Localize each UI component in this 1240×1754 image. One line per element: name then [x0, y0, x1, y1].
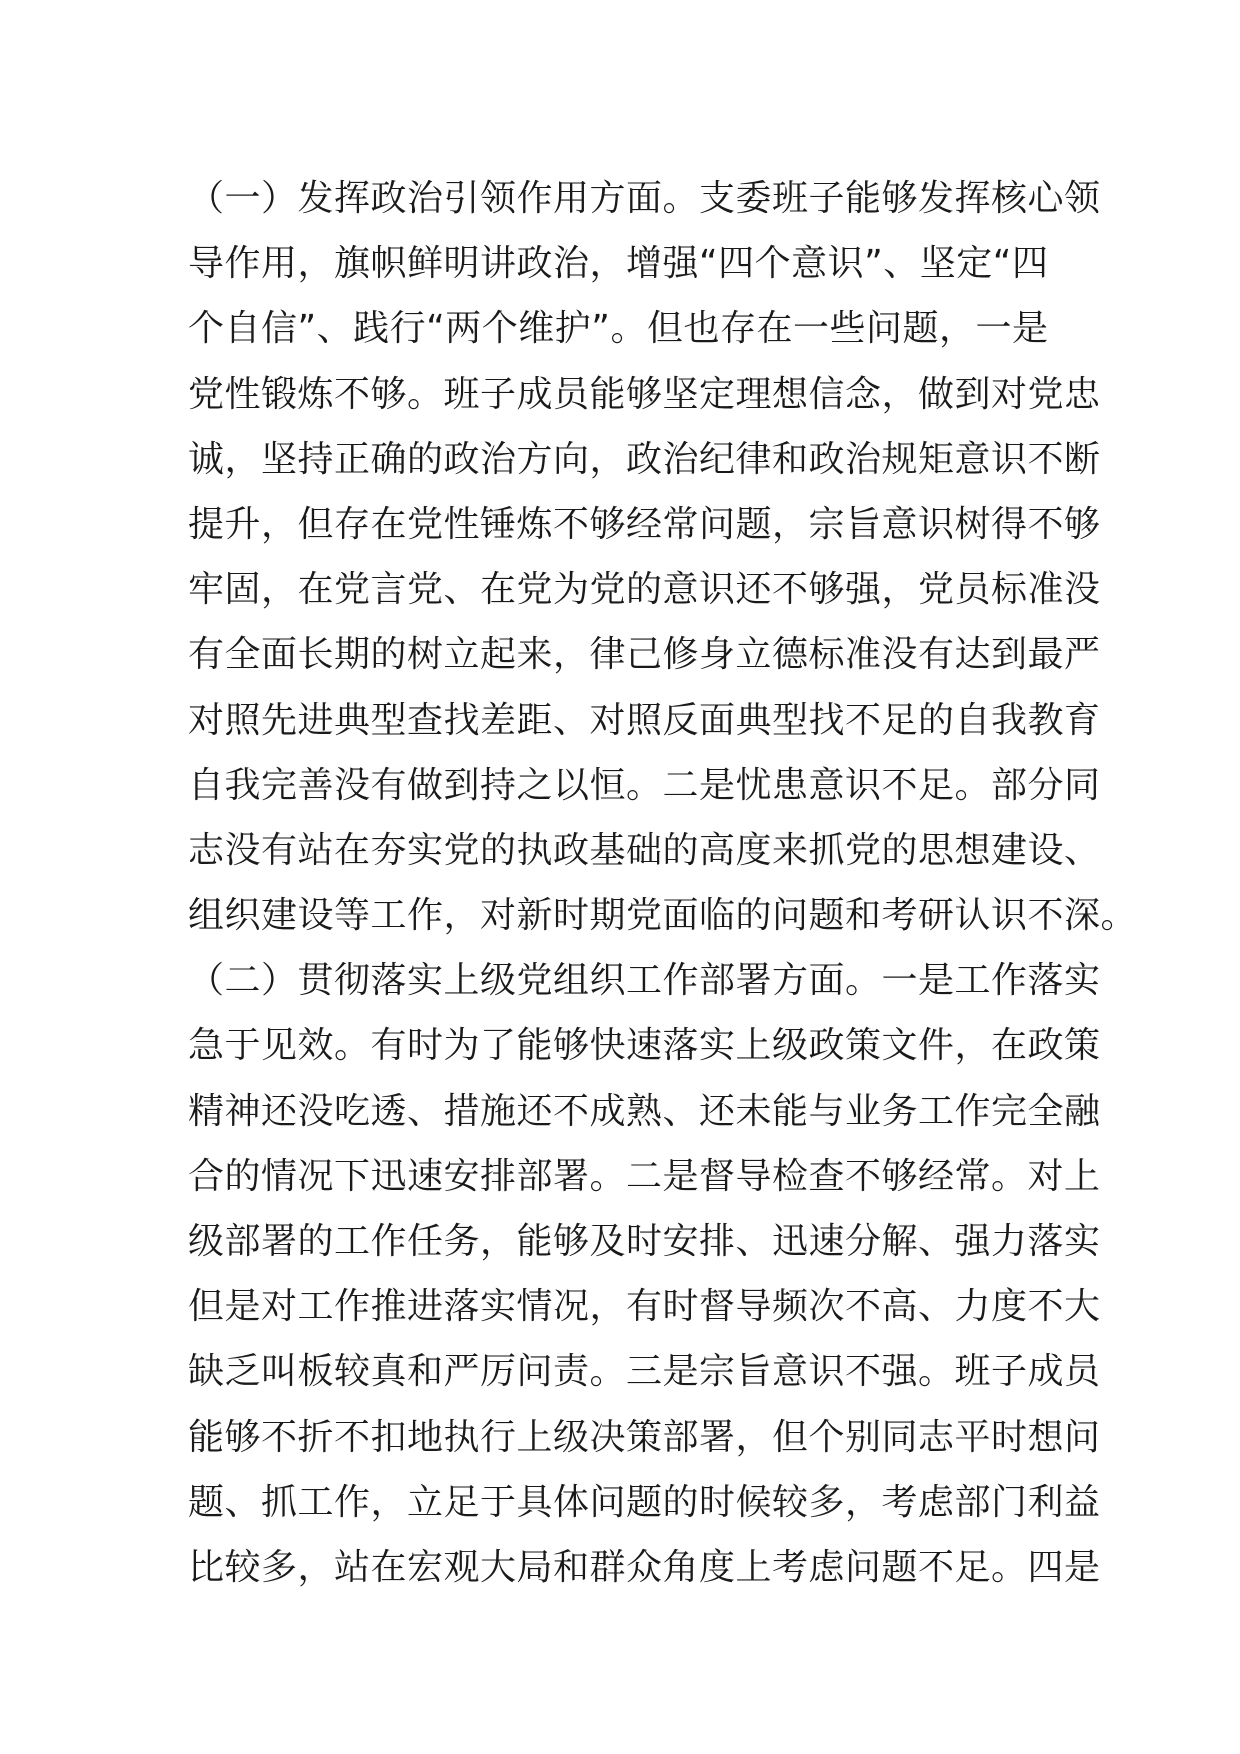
text-line: （二）贯彻落实上级党组织工作部署方面。一是工作落实 — [188, 960, 1101, 1002]
text-line: 精神还没吃透、措施还不成熟、还未能与业务工作完全融 — [188, 1090, 1101, 1132]
text-line: 合的情况下迅速安排部署。二是督导检查不够经常。对上 — [188, 1155, 1101, 1197]
text-line: 对照先进典型查找差距、对照反面典型找不足的自我教育 — [188, 699, 1101, 741]
text-line: 志没有站在夯实党的执政基础的高度来抓党的思想建设、 — [188, 829, 1101, 871]
text-line: 自我完善没有做到持之以恒。二是忧患意识不足。部分同 — [188, 764, 1101, 806]
text-line: 导作用，旗帜鲜明讲政治，增强“四个意识”、坚定“四 — [188, 243, 1049, 285]
text-line: 级部署的工作任务，能够及时安排、迅速分解、强力落实 — [188, 1221, 1101, 1262]
text-line: 比较多，站在宏观大局和群众角度上考虑问题不足。四是 — [188, 1546, 1101, 1588]
body-text — [188, 166, 1138, 1600]
text-line: 组织建设等工作，对新时期党面临的问题和考研认识不深。 — [188, 895, 1138, 937]
text-line: 能够不折不扣地执行上级决策部署，但个别同志平时想问 — [188, 1416, 1101, 1458]
text-line: 个自信”、践行“两个维护”。但也存在一些问题，一是 — [188, 308, 1049, 350]
text-line: 提升，但存在党性锤炼不够经常问题，宗旨意识树得不够 — [188, 503, 1101, 545]
text-line: 但是对工作推进落实情况，有时督导频次不高、力度不大 — [188, 1286, 1101, 1328]
text-line: 有全面长期的树立起来，律己修身立德标准没有达到最严 — [188, 634, 1101, 676]
text-line: （一）发挥政治引领作用方面。支委班子能够发挥核心领 — [188, 178, 1101, 219]
text-line: 缺乏叫板较真和严厉问责。三是宗旨意识不强。班子成员 — [188, 1351, 1101, 1393]
text-line: 题、抓工作，立足于具体问题的时候较多，考虑部门利益 — [188, 1481, 1101, 1523]
text-line: 牢固，在党言党、在党为党的意识还不够强，党员标准没 — [188, 569, 1101, 611]
text-line: 党性锻炼不够。班子成员能够坚定理想信念，做到对党忠 — [188, 373, 1101, 415]
text-line: 诚，坚持正确的政治方向，政治纪律和政治规矩意识不断 — [188, 438, 1101, 480]
text-line: 急于见效。有时为了能够快速落实上级政策文件，在政策 — [188, 1025, 1101, 1067]
